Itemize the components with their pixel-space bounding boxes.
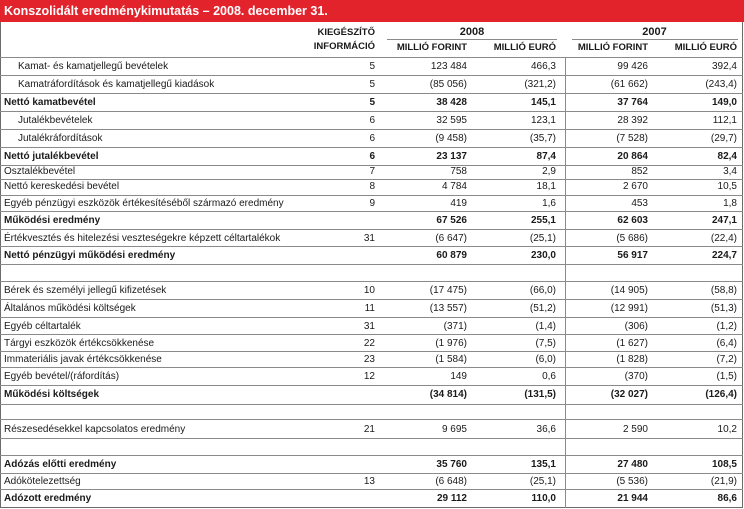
table-row: Bérek és személyi jellegű kifizetések 10 (17 475) (66,0) (14 905) (58,8) [4,285,737,296]
table-row: Kamatráfordítások és kamatjellegű kiadások 5 (85 056) (321,2) (61 662) (243,4) [18,79,737,90]
table-row: Jutalékráfordítások 6 (9 458) (35,7) (7 528) (29,7) [18,133,737,144]
row-rule [0,264,743,265]
table-row: Nettó kereskedési bevétel 8 4 784 18,1 2 670 10,5 [4,181,737,192]
table-row: Működési eredmény 67 526 255,1 62 603 247,1 [4,215,737,226]
table-row: Osztalékbevétel 7 758 2,9 852 3,4 [4,166,737,177]
table-row: Egyéb pénzügyi eszközök értékesítéséből származó eredmény 9 419 1,6 453 1,8 [4,198,737,209]
note-header-line1: KIEGÉSZÍTŐ [317,27,375,38]
table-row: Adózott eredmény 29 112 110,0 21 944 86,6 [4,493,737,504]
table-row: Adókötelezettség 13 (6 648) (25,1) (5 536) (21,9) [4,476,737,487]
table-row: Egyéb céltartalék 31 (371) (1,4) (306) (1,2) [4,321,737,332]
table-row: Immateriális javak értékcsökkenése 23 (1 584) (6,0) (1 828) (7,2) [4,354,737,365]
table-row: Működési költségek (34 814) (131,5) (32 027) (126,4) [4,389,737,400]
table-row: Nettó pénzügyi működési eredmény 60 879 230,0 56 917 224,7 [4,250,737,261]
year-2007-rule [572,39,738,40]
table-row: Egyéb bevétel/(ráfordítás) 12 149 0,6 (370) (1,5) [4,371,737,382]
table-header [0,22,743,58]
col-huf-2007-header: MILLIÓ FORINT [577,42,648,53]
table-row: Részesedésekkel kapcsolatos eredmény 21 9 695 36,6 2 590 10,2 [4,424,737,435]
table-row: Nettó kamatbevétel 5 38 428 145,1 37 764 149,0 [4,97,737,108]
table-row: Értékvesztés és hitelezési veszteségekre képzett céltartalékok 31 (6 647) (25,1) (5 686) (22,4) [4,233,737,244]
col-huf-2008-header: MILLIÓ FORINT [396,42,467,53]
table-row: Tárgyi eszközök értékcsökkenése 22 (1 976) (7,5) (1 627) (6,4) [4,338,737,349]
page-title: Konszolidált eredménykimutatás – 2008. december 31. [0,0,744,22]
year-2008-header: 2008 [459,26,485,38]
row-rule [0,404,743,405]
row-rule [0,438,743,439]
note-header-line2: INFORMÁCIÓ [313,41,375,52]
table-row: Adózás előtti eredmény 35 760 135,1 27 480 108,5 [4,459,737,470]
year-2007-header: 2007 [642,26,667,38]
table-row: Kamat- és kamatjellegű bevételek 5 123 484 466,3 99 426 392,4 [18,61,737,72]
year-2008-rule [387,39,557,40]
row-rule [0,419,743,420]
table-row: Nettó jutalékbevétel 6 23 137 87,4 20 864 82,4 [4,151,737,162]
table-row: Általános működési költségek 11 (13 557) (51,2) (12 991) (51,3) [4,303,737,314]
col-eur-2007-header: MILLIÓ EURÓ [674,42,737,53]
table-row: Jutalékbevételek 6 32 595 123,1 28 392 112,1 [18,115,737,126]
col-eur-2008-header: MILLIÓ EURÓ [493,42,556,53]
